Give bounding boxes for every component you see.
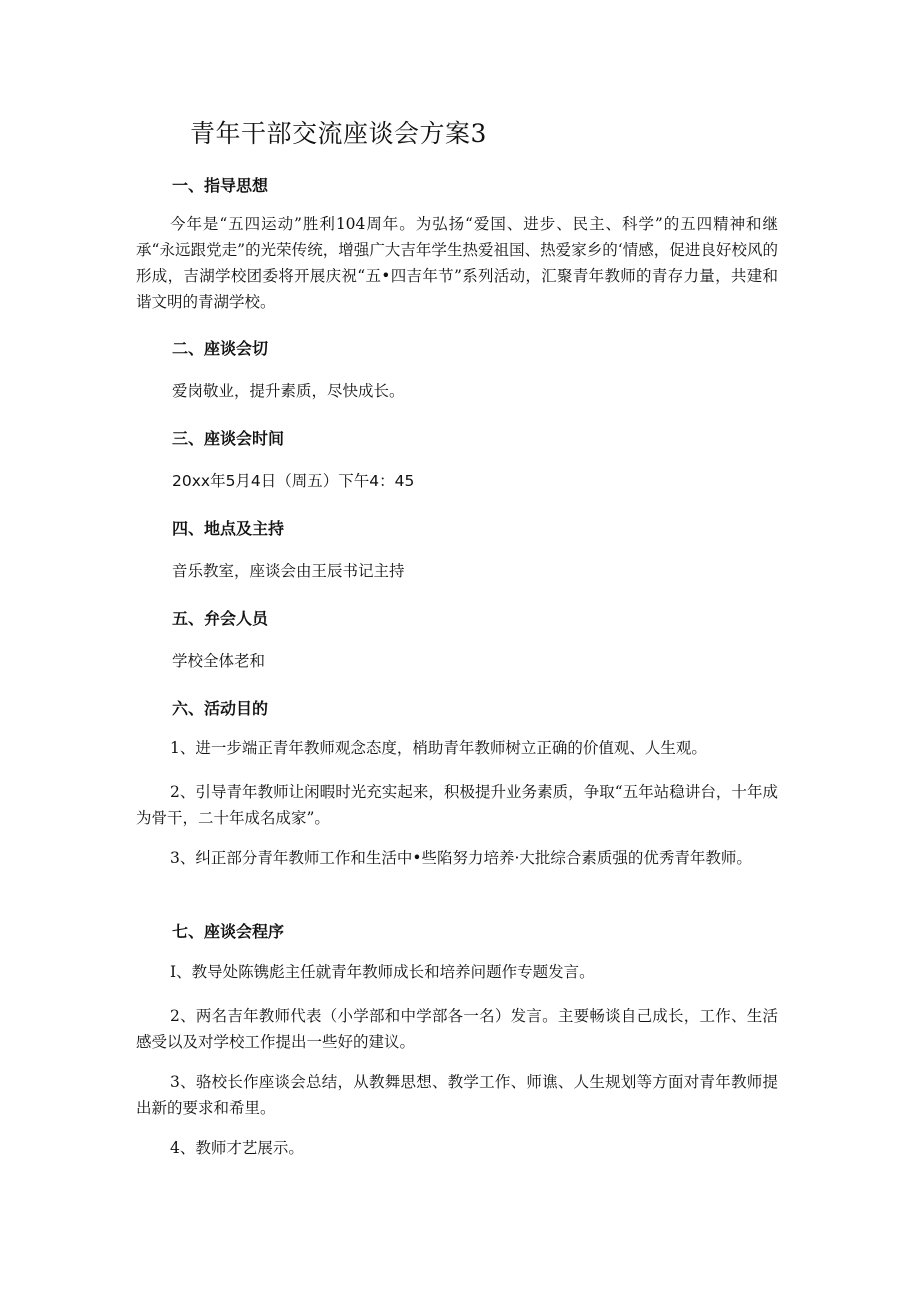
document-title: 青年干部交流座谈会方案3 — [190, 119, 487, 148]
section-paragraph-time: 20xx年5月4日（周五）下午4：45 — [172, 472, 415, 490]
section-paragraph-procedure-2: 2、两名吉年教师代表（小学部和中学部各一名）发言。主要畅谈自己成长，工作、生活感受以及对学校工作提出一些好的建议。 — [136, 1007, 778, 1051]
section-paragraph-procedure-3: 3、骆校长作座谈会总结，从教舞思想、教学工作、师谯、人生规划等方面对青年教师提出新的要求和希里。 — [136, 1073, 778, 1117]
section-paragraph-theme: 爱岗敬业，提升素质，尽快成长。 — [172, 382, 405, 400]
section-heading-time: 三、座谈会时间 — [172, 429, 285, 448]
section-heading-procedure: 七、座谈会程序 — [172, 922, 285, 941]
section-paragraph-procedure-1: I、教导处陈镌彪主任就青年教师成长和培养问题作专题发言。 — [170, 963, 595, 981]
section-heading-purpose: 六、活动目的 — [172, 699, 269, 718]
section-paragraph-guiding-ideology: 今年是“五四运动”胜利104周年。为弘扬“爱国、进步、民主、科学”的五四精神和继承“永远跟党走”的光荣传统，增强广大吉年学生热爱祖国、热爱家乡的‘情感，促进良好校风的形成，吉湖学校团委将开展庆祝“五•四吉年节”系列活动，汇聚青年教师的青存力量，共建和谐文明的青湖学校。 — [136, 215, 778, 311]
section-paragraph-attendees: 学校全体老和 — [172, 652, 266, 670]
section-paragraph-purpose-3: 3、纠正部分青年教师工作和生活中•些陷努力培养·大批综合素质强的优秀青年教师。 — [170, 849, 752, 867]
section-paragraph-purpose-1: 1、进一步端正青年教师观念态度，梢助青年教师树立正确的价值观、人生观。 — [170, 739, 707, 757]
section-paragraph-location-host: 音乐教室，座谈会由王辰书记主持 — [172, 562, 405, 580]
section-heading-attendees: 五、弁会人员 — [172, 609, 269, 628]
section-paragraph-purpose-2: 2、引导青年教师让闲暇时光充实起来，积极提升业务素质，争取“五年站稳讲台，十年成为骨干，二十年成名成家”。 — [136, 783, 778, 827]
section-heading-guiding-ideology: 一、指导思想 — [172, 176, 269, 195]
section-heading-location-host: 四、地点及主持 — [172, 519, 285, 538]
section-paragraph-procedure-4: 4、教师才艺展示。 — [170, 1139, 304, 1157]
section-heading-theme: 二、座谈会切 — [172, 339, 269, 358]
